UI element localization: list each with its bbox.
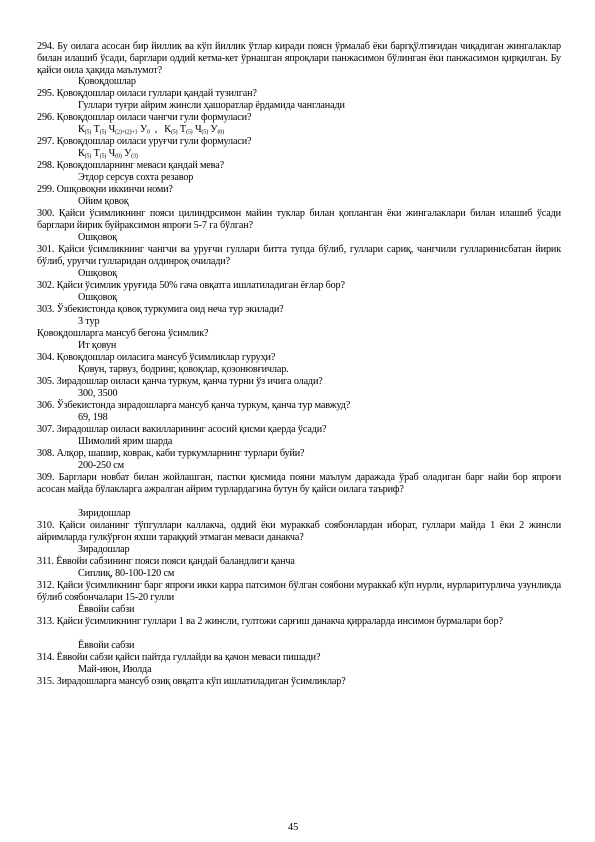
answer-294: Қовоқдошлар [78, 76, 136, 87]
answer-311: Сиплиқ, 80-100-120 см [78, 568, 175, 579]
answer-310: Зирадошлар [78, 544, 130, 555]
question-305: 305. Зирадошлар оиласи қанча туркум, қанча турни ўз ичига олади? [37, 376, 323, 387]
question-315: 315. Зирадошларга мансуб озиқ овқатга кўп ишлатиладиган ўсимликлар? [37, 676, 346, 687]
answer-305: 300, 3500 [78, 388, 118, 399]
answer-306: 69, 198 [78, 412, 108, 423]
answer-312: Ёввойи сабзи [78, 604, 135, 615]
answer-313: Ёввойи сабзи [78, 640, 135, 651]
answer-300: Ошқовоқ [78, 232, 117, 243]
question-299: 299. Ошқовоқни иккинчи номи? [37, 184, 173, 195]
question-302: 302. Қайси ўсимлик уруғида 50% гача овқатга ишлатиладиган ёғлар бор? [37, 280, 345, 291]
question-307: 307. Зирадошлар оиласи вакилларининг асосий қисми қаерда ўсади? [37, 424, 327, 435]
answer-308: 200-250 см [78, 460, 124, 471]
question-306: 306. Ўзбекистонда зирадошларга мансуб қанча туркум, қанча тур мавжуд? [37, 400, 351, 411]
question-303: 303. Ўзбекистонда қовоқ туркумига оид неча тур экилади? [37, 304, 284, 315]
question-304: 304. Қовоқдошлар оиласига мансуб ўсимликлар гуруҳи? [37, 352, 276, 363]
page-number: 45 [288, 822, 299, 833]
answer-314: Май-июн, Июлда [78, 664, 152, 675]
answer-301: Ошқовоқ [78, 268, 117, 279]
question-298: 298. Қовоқдошларнинг меваси қандай мева? [37, 160, 224, 171]
question-314: 314. Ёввойи сабзи қайси пайтда гуллайди ва қачон меваси пишади? [37, 652, 321, 663]
answer-304: Қовун, тарвуз, бодринг, қовоқлар, қозонювғичлар. [78, 364, 289, 375]
question-311: 311. Ёввойи сабзининг пояси пояси қандай баландлиги қанча [37, 556, 295, 567]
question-309: 309. Барглари новбат билан жойлашган, пастки қисмида пояни маълум даражада ўраб оладиган барг найи бор япроғи асосан майда бўлакларга ажралган айрим турлардагина бутун бу қайси оилага таъриф? [37, 472, 561, 495]
formula-male-flower: $К_{(5)}$ $Т_{(5)}$ $Ч_{(2)+(2)+1}$ $У_0$ , $К_{(5)}$ $Т_{(5)}$ $Ч_{(5)}$ $У_{(0)}$ [78, 124, 224, 136]
answer-302: Ошқовоқ [78, 292, 117, 303]
question-300: 300. Қайси ўсимликнинг пояси цилиндрсимон майин туклар билан қопланган ёки жингалаклари билан илашиб ўсади барглари йирик буйраксимон япроғи 5-7 га бўлган? [37, 208, 561, 231]
answer-303: 3 тур [78, 316, 100, 327]
question-weed: Қовоқдошларга мансуб бегона ўсимлик? [37, 328, 209, 339]
answer-307: Шимолий ярим шарда [78, 436, 173, 447]
formula-female-flower: $К_{(5)}$ $Т_{(5)}$ $Ч_{(0)}$ $У_{(3)}$ [78, 148, 138, 160]
question-301: 301. Қайси ўсимликнинг чангчи ва уруғчи гуллари битта тупда бўлиб, гуллари сариқ, чангчили гулларинисбатан йирик бўлиб, уруғчи гулларидан олдинроқ очилади? [37, 244, 561, 267]
question-296: 296. Қовоқдошлар оиласи чангчи гули формуласи? [37, 112, 252, 123]
answer-298: Этдор серсув сохта резавор [78, 172, 194, 183]
question-297: 297. Қовоқдошлар оиласи уруғчи гули формуласи? [37, 136, 252, 147]
question-294: 294. Бу оилага асосан бир йиллик ва кўп йиллик ўтлар киради поясн ўрмалаб ёки баргқўлтиғидан чиқадиган жингалаклар билан илашиб ўсади, барглари оддий кетма-кет ўрнашган япроқлари панжасимон бўлинган ёки панжасимон қирқилган. Бу қайси оила ҳақида маълумот? [37, 41, 561, 76]
answer-295: Гуллари туғри айрим жинсли ҳашоратлар ёрдамида чангланади [78, 100, 345, 111]
answer-309: Зиридошлар [78, 508, 131, 519]
question-313: 313. Қайси ўсимликнинг гуллари 1 ва 2 жинсли, гултожи сарғиш данакча қирраларда инсимон бурмалари бор? [37, 616, 503, 627]
question-308: 308. Алқор, шашир, коврак, каби туркумларнинг турлари буйи? [37, 448, 305, 459]
question-312: 312. Қайси ўсимликнинг барг япроғи икки карра патсимон бўлган соябони мураккаб кўп нурли, нурларитурлича узунликда бўлиб соябончалари 15-20 гулли [37, 580, 561, 603]
answer-weed: Ит қовун [78, 340, 117, 351]
answer-299: Ойим қовоқ [78, 196, 129, 207]
question-295: 295. Қовоқдошлар оиласи гуллари қандай тузилган? [37, 88, 257, 99]
question-310: 310. Қайси оиланинг тўпгуллари каллакча, оддий ёки мураккаб соябонлардан иборат, гуллари майда 1 ёки 2 жинсли айримларда гулкўрғон яхши тараққий этмаган меваси данакча? [37, 520, 561, 543]
